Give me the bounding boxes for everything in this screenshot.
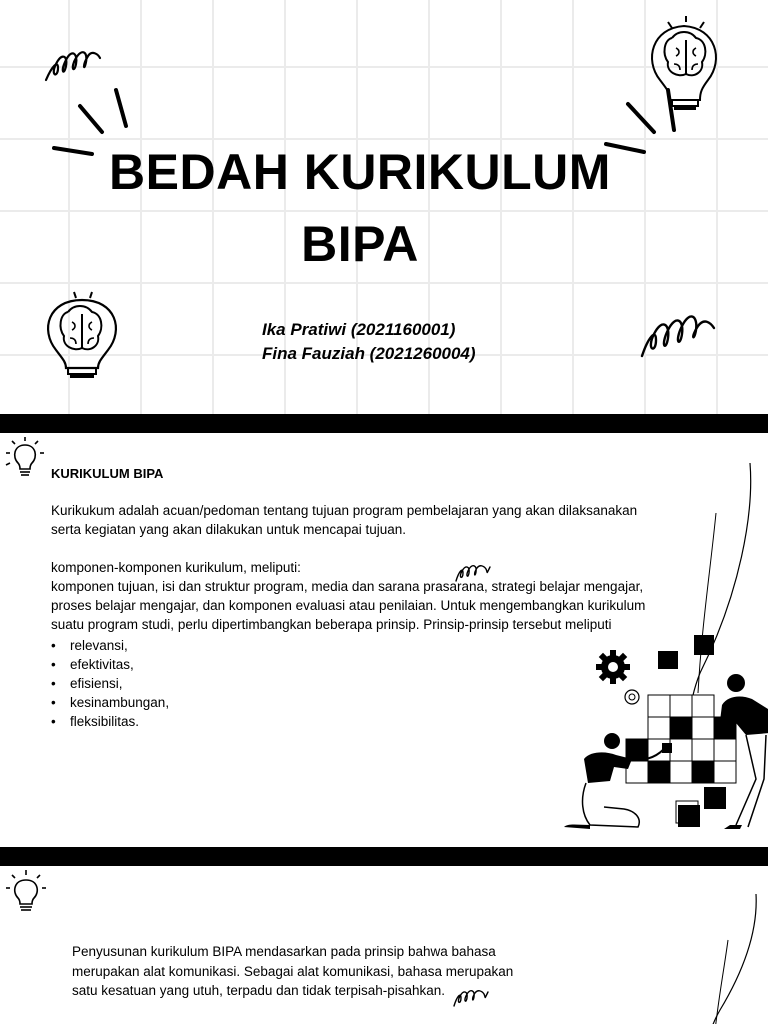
paragraph-line: Penyusunan kurikulum BIPA mendasarkan pada prinsip bahwa bahasa — [72, 944, 496, 959]
author-name: Fina Fauziah (2021260004) — [262, 344, 476, 363]
paragraph-line: komponen-komponen kurikulum, meliputi: — [51, 560, 301, 575]
lightbulb-brain-icon — [46, 294, 118, 380]
section-heading: KURIKULUM BIPA — [51, 466, 164, 481]
content-slide — [0, 433, 768, 847]
list-item: • fleksibilitas. — [51, 714, 140, 729]
lightbulb-brain-icon — [650, 20, 720, 110]
slide-title-line1: BEDAH KURIKULUM — [109, 144, 611, 200]
paragraph-line: serta kegiatan yang akan dilakukan untuk mencapai tujuan. — [51, 522, 406, 537]
list-item: • relevansi, — [51, 638, 128, 653]
gear-icon — [625, 690, 639, 704]
content-slide — [0, 866, 768, 1024]
gear-icon — [596, 650, 630, 684]
people-puzzle-illustration — [560, 629, 768, 839]
paragraph-line: Kurikukum adalah acuan/pedoman tentang tujuan program pembelajaran yang akan dilaksanakan — [51, 503, 638, 518]
list-item: • efektivitas, — [51, 657, 134, 672]
paragraph-line: satu kesatuan yang utuh, terpadu dan tidak terpisah-pisahkan. — [72, 983, 446, 998]
title-slide — [0, 0, 768, 414]
squiggle-icon — [454, 561, 494, 585]
paragraph-line: merupakan alat komunikasi. Sebagai alat komunikasi, bahasa merupakan — [72, 964, 514, 979]
lightbulb-icon — [4, 870, 52, 918]
paragraph-line: komponen tujuan, isi dan struktur program, media dan sarana prasarana, strategi belajar mengajar, — [51, 579, 644, 594]
list-item: • efisiensi, — [51, 676, 123, 691]
squiggle-icon — [452, 986, 492, 1010]
author-name: Ika Pratiwi (2021160001) — [262, 320, 456, 339]
paragraph-line: proses belajar mengajar, dan komponen evaluasi atau penilaian. Untuk mengembangkan kurikulum — [51, 598, 646, 613]
squiggle-icon — [640, 312, 716, 362]
list-item: • kesinambungan, — [51, 695, 170, 710]
lightbulb-icon — [4, 437, 48, 481]
squiggle-icon — [44, 46, 104, 86]
slide-title-line2: BIPA — [301, 216, 419, 272]
paragraph-line: suatu program studi, perlu dipertimbangkan beberapa prinsip. Prinsip-prinsip tersebut meliputi — [51, 617, 612, 632]
line-art-decoration — [700, 890, 760, 1024]
